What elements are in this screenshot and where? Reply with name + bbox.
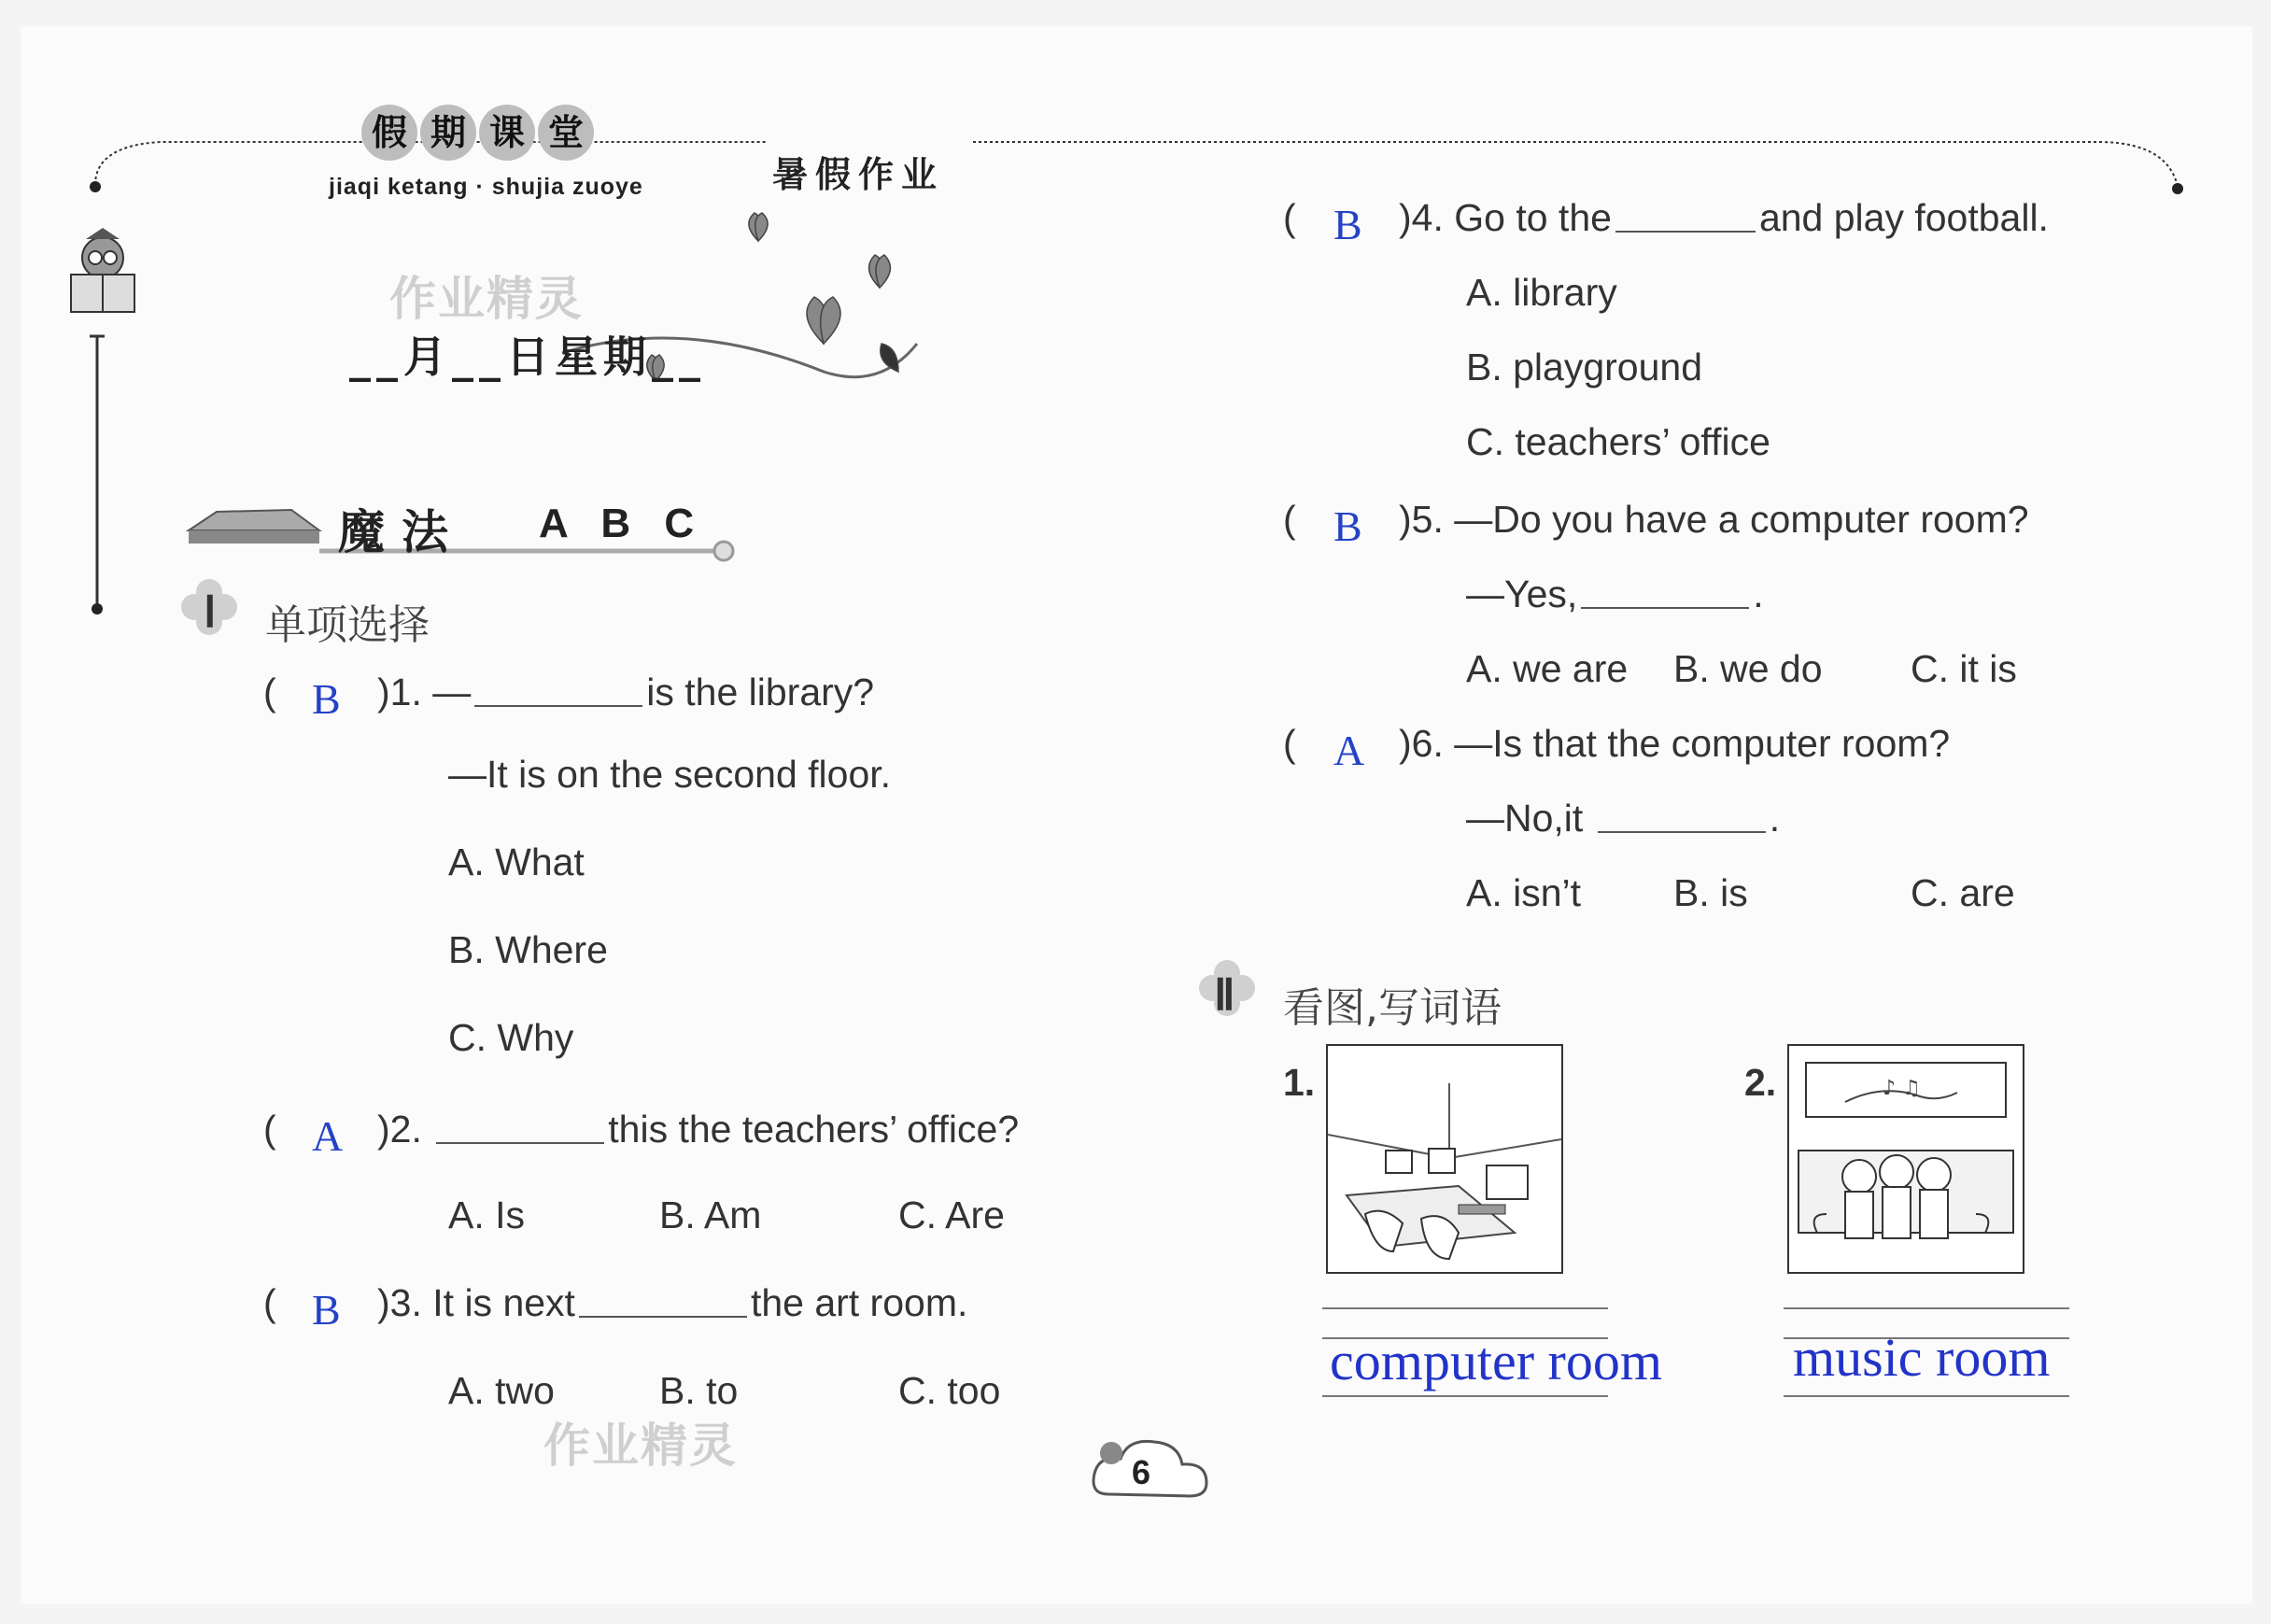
q5-option-c: C. it is (1911, 647, 2017, 690)
answer-line (1322, 1395, 1608, 1397)
q2-option-c: C. Are (898, 1193, 1005, 1236)
picture1-answer: computer room (1330, 1331, 1662, 1391)
workbook-page (21, 26, 2252, 1604)
answer-paren-open: ( (263, 671, 276, 713)
margin-line (88, 325, 106, 624)
computer-room-picture (1326, 1044, 1563, 1274)
q2-answer: A (312, 1112, 344, 1160)
q6-answer: A (1333, 727, 1365, 774)
q3-answer: B (312, 1286, 341, 1334)
q1-stem: )1. — is the library? (377, 671, 875, 713)
answer-paren-open: ( (263, 1108, 276, 1151)
q5-stem: )5. —Do you have a computer room? (1399, 498, 2029, 541)
section1-roman: Ⅰ (204, 588, 217, 636)
q3-option-a: A. two (448, 1369, 555, 1412)
header-char: 堂 (538, 105, 594, 161)
q6-option-a: A. isn’t (1466, 871, 1582, 914)
cloud-page-number-icon (1085, 1429, 1225, 1513)
q6-option-b: B. is (1673, 871, 1748, 914)
q5-option-b: B. we do (1673, 647, 1823, 690)
q1-answer: B (312, 675, 341, 723)
answer-line (1322, 1307, 1608, 1309)
q5-reply: —Yes, . (1466, 572, 1764, 615)
q6-reply: —No,it . (1466, 797, 1781, 840)
picture2-answer: music room (1793, 1327, 2051, 1388)
q5-option-a: A. we are (1466, 647, 1629, 690)
header-char: 期 (420, 105, 476, 161)
section2-title: 看图,写词语 (1283, 984, 1502, 1032)
answer-paren-open: ( (263, 1281, 276, 1324)
q3-option-c: C. too (898, 1369, 1001, 1412)
page-number: 6 (1132, 1453, 1151, 1491)
section2-roman: Ⅱ (1214, 971, 1235, 1019)
q1-reply: —It is on the second floor. (448, 753, 892, 796)
answer-line (1784, 1395, 2069, 1397)
date-line: __月__日星期__ (349, 332, 706, 382)
section1-title: 单项选择 (265, 601, 430, 649)
q3-stem: )3. It is next the art room. (377, 1281, 968, 1324)
header-char: 课 (479, 105, 535, 161)
watermark: 作业精灵 (389, 273, 584, 325)
music-room-picture (1787, 1044, 2024, 1274)
picture2-number: 2. (1744, 1061, 1777, 1104)
answer-paren-open: ( (1283, 196, 1296, 239)
header-subtitle: 暑假作业 (772, 154, 945, 195)
q3-option-b: B. to (659, 1369, 739, 1412)
banner-abc: A B C (539, 501, 706, 546)
q2-option-b: B. Am (659, 1193, 762, 1236)
answer-line (1784, 1307, 2069, 1309)
q1-option-b: B. Where (448, 928, 608, 971)
q4-stem: )4. Go to the and play football. (1399, 196, 2049, 239)
watermark: 作业精灵 (543, 1419, 738, 1472)
header-pinyin: jiaqi ketang · shujia zuoye (329, 174, 643, 200)
q4-answer: B (1333, 201, 1362, 248)
banner-label: 魔法 (338, 505, 465, 559)
answer-paren-open: ( (1283, 722, 1296, 765)
q2-option-a: A. Is (448, 1193, 526, 1236)
q4-option-b: B. playground (1466, 346, 1703, 388)
header-char: 假 (361, 105, 417, 161)
butterfly-decoration (543, 204, 936, 418)
q4-option-a: A. library (1466, 271, 1617, 314)
q1-option-a: A. What (448, 840, 585, 883)
q2-stem: )2. this the teachers’ office? (377, 1108, 1020, 1151)
q1-option-c: C. Why (448, 1016, 574, 1059)
picture1-number: 1. (1283, 1061, 1316, 1104)
q5-answer: B (1333, 502, 1362, 550)
reading-mascot-icon (58, 222, 151, 334)
q6-option-c: C. are (1911, 871, 2015, 914)
q4-option-c: C. teachers’ office (1466, 420, 1770, 463)
answer-paren-open: ( (1283, 498, 1296, 541)
svg-text:♪ ♫: ♪ ♫ (1883, 1077, 1921, 1100)
q6-stem: )6. —Is that the computer room? (1399, 722, 1951, 765)
